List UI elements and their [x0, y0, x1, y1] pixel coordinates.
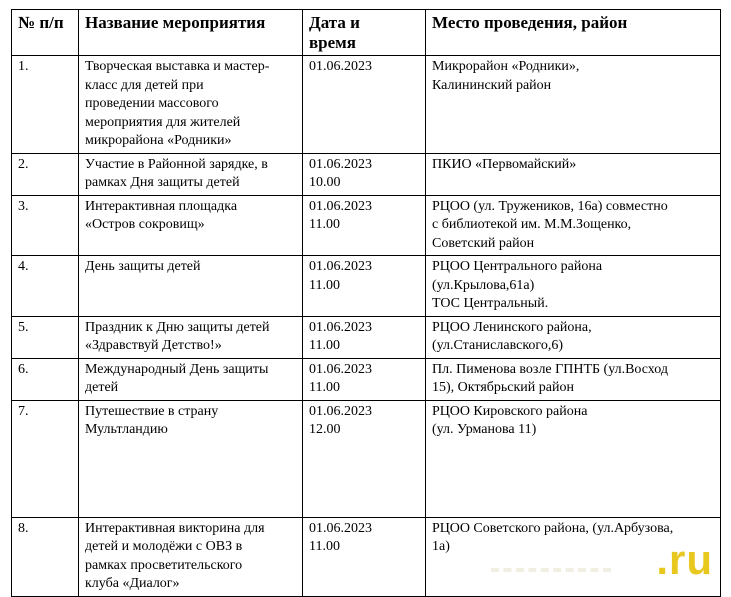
event-datetime: 01.06.2023 11.00 — [303, 256, 426, 317]
event-datetime: 01.06.2023 — [303, 56, 426, 154]
table-row — [12, 517, 721, 596]
table-row — [12, 195, 721, 256]
event-place: ПКИО «Первомайский» — [426, 153, 721, 195]
header-number: № п/п — [12, 10, 79, 56]
event-datetime: 01.06.2023 11.00 — [303, 358, 426, 400]
event-datetime: 01.06.2023 10.00 — [303, 153, 426, 195]
event-name: Участие в Районной зарядке, в рамках Дня защиты детей — [79, 153, 303, 195]
row-number: 4. — [12, 256, 79, 317]
header-event-name: Название мероприятия — [79, 10, 303, 56]
event-name: Праздник к Дню защиты детей «Здравствуй Детство!» — [79, 316, 303, 358]
event-datetime: 01.06.2023 11.00 — [303, 316, 426, 358]
event-place: Пл. Пименова возле ГПНТБ (ул.Восход 15), Октябрьский район — [426, 358, 721, 400]
header-place: Место проведения, район — [426, 10, 721, 56]
event-place: Микрорайон «Родники», Калининский район — [426, 56, 721, 154]
table-row — [12, 56, 721, 154]
row-number: 6. — [12, 358, 79, 400]
event-name: Международный День защиты детей — [79, 358, 303, 400]
table-row — [12, 358, 721, 400]
table-row — [12, 316, 721, 358]
event-datetime: 01.06.2023 11.00 — [303, 517, 426, 596]
watermark-logo: .ru — [656, 536, 713, 583]
row-number: 3. — [12, 195, 79, 256]
event-name: Интерактивная площадка «Остров сокровищ» — [79, 195, 303, 256]
event-name: Путешествие в страну Мультландию — [79, 400, 303, 517]
table-row — [12, 256, 721, 317]
event-place: РЦОО Кировского района (ул. Урманова 11) — [426, 400, 721, 517]
header-datetime: Дата и время — [303, 10, 426, 56]
event-place: РЦОО Ленинского района, (ул.Станиславского,6) — [426, 316, 721, 358]
row-number: 5. — [12, 316, 79, 358]
events-table — [11, 9, 721, 597]
event-name: День защиты детей — [79, 256, 303, 317]
event-place: РЦОО (ул. Тружеников, 16а) совместно с библиотекой им. М.М.Зощенко, Советский район — [426, 195, 721, 256]
event-datetime: 01.06.2023 12.00 — [303, 400, 426, 517]
event-name: Творческая выставка и мастер- класс для детей при проведении массового мероприятия для жителей микрорайона «Родники» — [79, 56, 303, 154]
table-row — [12, 153, 721, 195]
row-number: 7. — [12, 400, 79, 517]
event-place: РЦОО Центрального района (ул.Крылова,61а) ТОС Центральный. — [426, 256, 721, 317]
event-datetime: 01.06.2023 11.00 — [303, 195, 426, 256]
event-name: Интерактивная викторина для детей и молодёжи с ОВЗ в рамках просветительского клуба «Диалог» — [79, 517, 303, 596]
table-header-row — [12, 10, 721, 56]
watermark-dashes — [491, 568, 611, 576]
row-number: 8. — [12, 517, 79, 596]
row-number: 1. — [12, 56, 79, 154]
table-row — [12, 400, 721, 517]
event-place: РЦОО Советского района, (ул.Арбузова, 1а) — [426, 517, 721, 596]
row-number: 2. — [12, 153, 79, 195]
